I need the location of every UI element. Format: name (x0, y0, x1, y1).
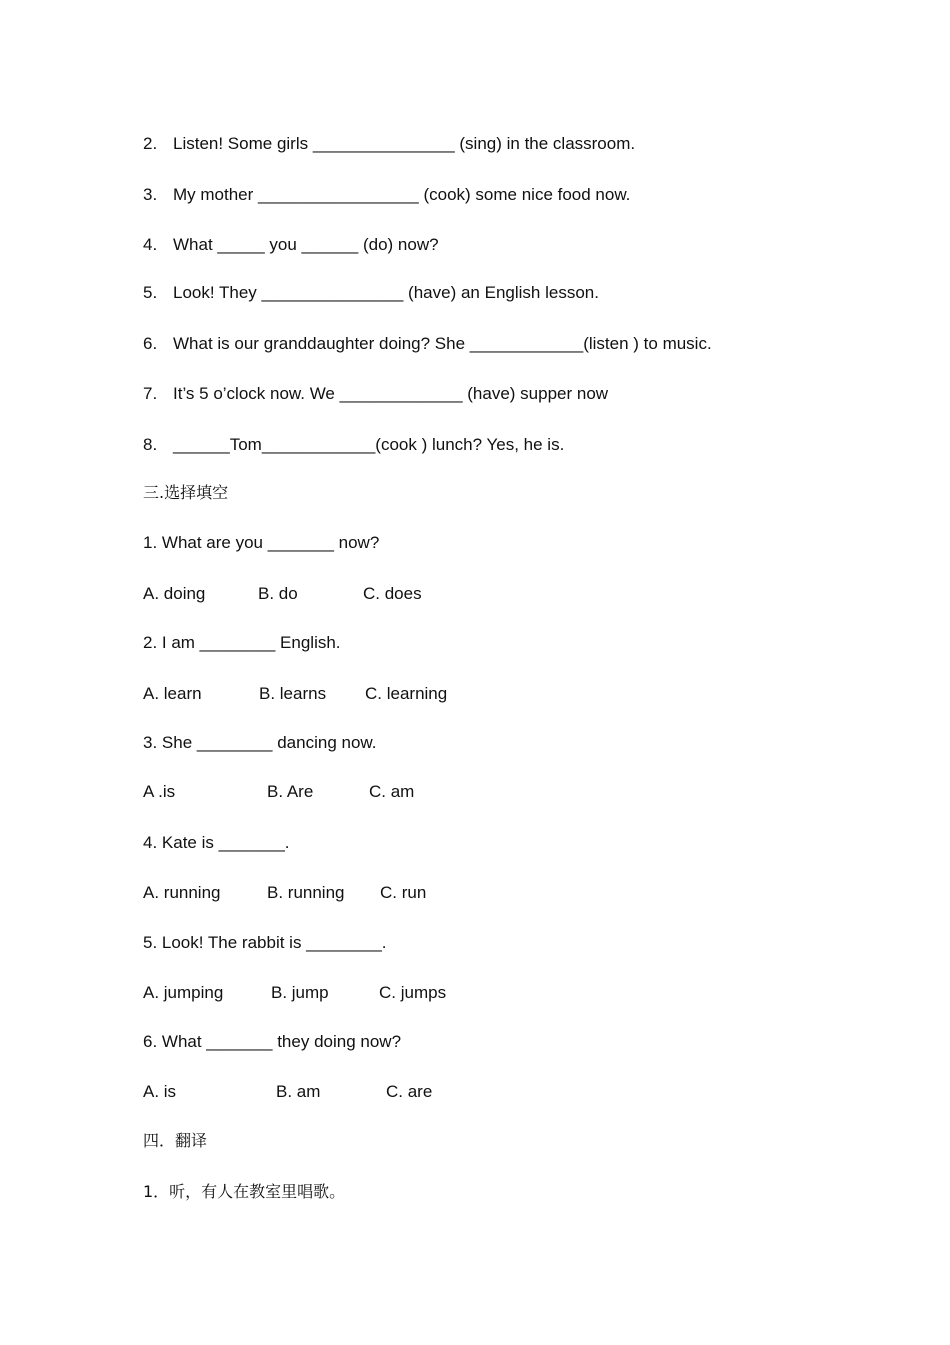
item-number: 3. (143, 185, 158, 204)
option-b: B. running (267, 883, 345, 902)
option-c: C. run (380, 883, 427, 902)
question: 4. Kate is _______. (143, 833, 290, 852)
option-c: C. are (386, 1082, 433, 1101)
item-text: ______Tom____________(cook ) lunch? Yes, he is. (173, 435, 565, 454)
option-c: C. jumps (379, 983, 447, 1002)
option-b: B. learns (259, 684, 327, 703)
item-text: My mother _________________ (cook) some nice food now. (173, 185, 631, 204)
option-b: B. jump (271, 983, 329, 1002)
option-b: B. do (258, 584, 298, 603)
option-b: B. Are (267, 782, 314, 801)
fill-in-item (143, 435, 564, 455)
option-c: C. learning (365, 684, 448, 703)
item-number: 7. (143, 384, 158, 403)
item-text: Look! They _______________ (have) an English lesson. (173, 283, 599, 302)
option-a: A. is (143, 1082, 177, 1101)
item-number: 8. (143, 435, 158, 454)
item-text: It’s 5 o’clock now. We _____________ (have) supper now (173, 384, 609, 403)
item-number: 2. (143, 134, 158, 153)
question: 2. I am ________ English. (143, 633, 341, 652)
option-b: B. am (276, 1082, 321, 1101)
question: 5. Look! The rabbit is ________. (143, 933, 387, 952)
option-c: C. am (369, 782, 415, 801)
fill-in-item (143, 384, 608, 404)
item-number: 4. (143, 235, 158, 254)
fill-in-item (143, 185, 630, 205)
question: 6. What _______ they doing now? (143, 1032, 402, 1051)
fill-in-item (143, 134, 635, 154)
item-number: 5. (143, 283, 158, 302)
question: 3. She ________ dancing now. (143, 733, 377, 752)
item-number: 6. (143, 334, 158, 353)
option-a: A. learn (143, 684, 202, 703)
option-a: A. jumping (143, 983, 224, 1002)
translation-item: 1．听，有人在教室里唱歌。 (143, 1182, 346, 1201)
item-text: What is our granddaughter doing? She ____________(listen ) to music. (173, 334, 712, 353)
section-heading: 三.选择填空 (143, 483, 229, 502)
item-text: Listen! Some girls _______________ (sing) in the classroom. (173, 134, 636, 153)
option-c: C. does (363, 584, 422, 603)
option-a: A. doing (143, 584, 206, 603)
option-a: A .is (143, 782, 176, 801)
fill-in-item (143, 334, 712, 354)
item-text: What _____ you ______ (do) now? (173, 235, 439, 254)
question: 1. What are you _______ now? (143, 533, 380, 552)
fill-in-item (143, 283, 599, 303)
section-heading: 四．翻译 (143, 1131, 208, 1150)
fill-in-item (143, 235, 439, 255)
option-a: A. running (143, 883, 221, 902)
